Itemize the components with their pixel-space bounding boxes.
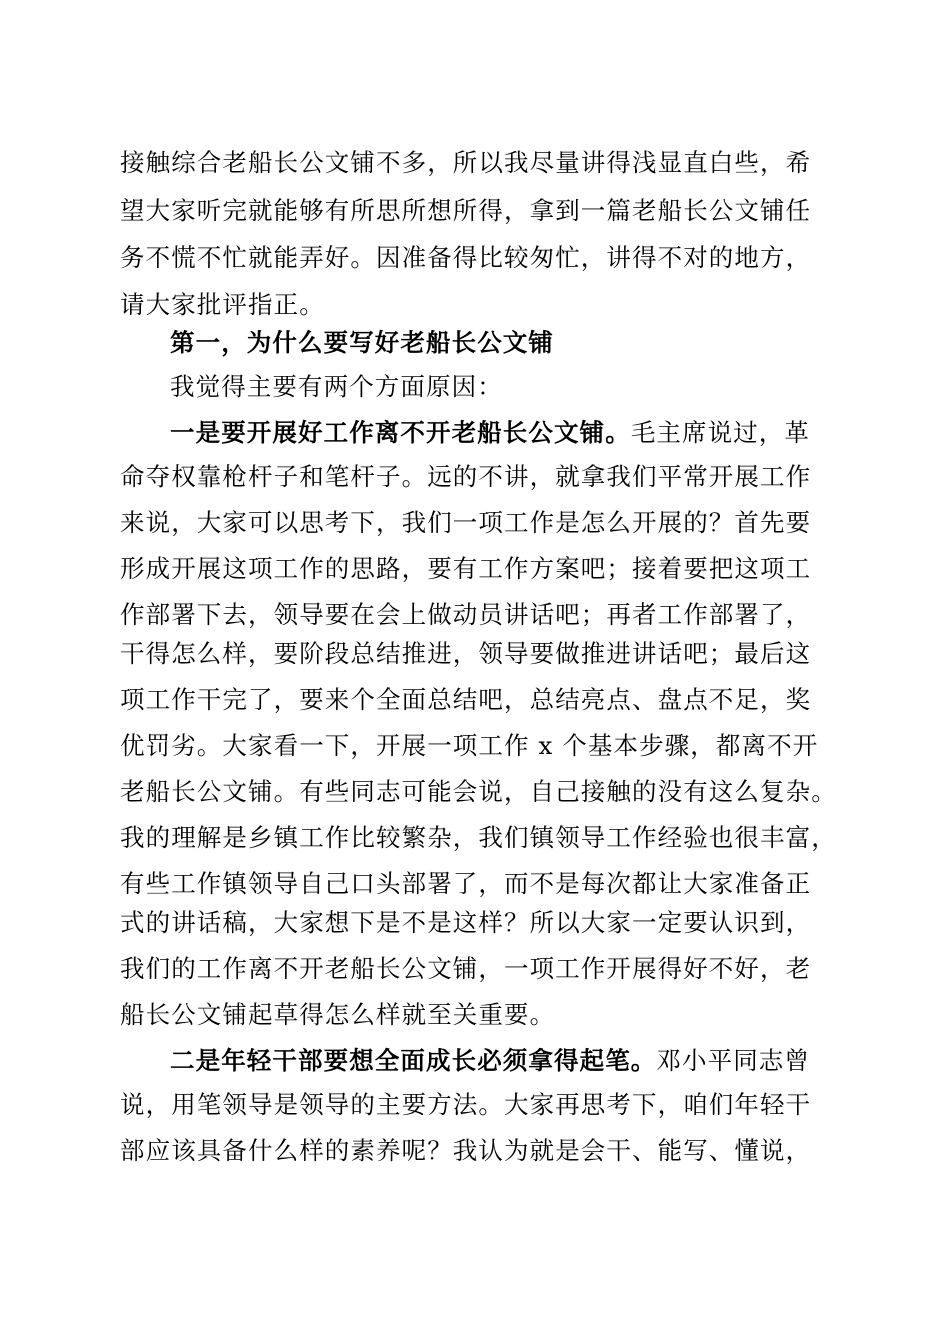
text-line: 务不慌不忙就能弄好。因准备得比较匆忙，讲得不对的地方， xyxy=(120,243,812,272)
intro-line: 我觉得主要有两个方面原因： xyxy=(170,372,503,401)
bold-lead: 二是年轻干部要想全面成长必须拿得起笔。 xyxy=(170,1046,657,1075)
text-line: 项工作干完了，要来个全面总结吧，总结亮点、盘点不足，奖 xyxy=(120,685,812,714)
text-line: 优罚劣。大家看一下，开展一项工作 x 个基本步骤，都离不开 xyxy=(120,731,819,760)
text-line xyxy=(170,1044,810,1078)
text-line: 老船长公文铺。有些同志可能会说，自己接触的没有这么复杂。 xyxy=(120,777,837,806)
text-line: 望大家听完就能够有所思所想所得，拿到一篇老船长公文铺任 xyxy=(120,196,812,225)
text-line: 我的理解是乡镇工作比较繁杂，我们镇领导工作经验也很丰富， xyxy=(120,823,837,852)
text-line: 命夺权靠枪杆子和笔杆子。远的不讲，就拿我们平常开展工作 xyxy=(120,462,812,491)
bold-lead: 一是要开展好工作离不开老船长公文铺。 xyxy=(170,418,631,447)
text-line: 形成开展这项工作的思路，要有工作方案吧；接着要把这项工 xyxy=(120,554,812,583)
text-line xyxy=(170,416,810,450)
text-line: 有些工作镇领导自己口头部署了，而不是每次都让大家准备正 xyxy=(120,869,812,898)
text-line: 请大家批评指正。 xyxy=(120,290,325,319)
section-heading: 第一，为什么要写好老船长公文铺 xyxy=(170,328,554,357)
text-line: 接触综合老船长公文铺不多，所以我尽量讲得浅显直白些，希 xyxy=(120,148,812,177)
text-line: 我们的工作离不开老船长公文铺，一项工作开展得好不好，老 xyxy=(120,954,812,983)
text-line: 船长公文铺起草得怎么样就至关重要。 xyxy=(120,1000,556,1029)
text-line: 式的讲话稿，大家想下是不是这样？所以大家一定要认识到， xyxy=(120,908,812,937)
text-line: 来说，大家可以思考下，我们一项工作是怎么开展的？首先要 xyxy=(120,508,812,537)
text-line: 作部署下去，领导要在会上做动员讲话吧；再者工作部署了， xyxy=(120,600,812,629)
lead-rest: 毛主席说过，革 xyxy=(630,418,811,447)
lead-rest: 邓小平同志曾 xyxy=(656,1046,811,1075)
text-line: 部应该具备什么样的素养呢？我认为就是会干、能写、懂说， xyxy=(120,1136,812,1165)
text-line: 说，用笔领导是领导的主要方法。大家再思考下，咱们年轻干 xyxy=(120,1090,812,1119)
text-line: 干得怎么样，要阶段总结推进，领导要做推进讲话吧；最后这 xyxy=(120,639,812,668)
